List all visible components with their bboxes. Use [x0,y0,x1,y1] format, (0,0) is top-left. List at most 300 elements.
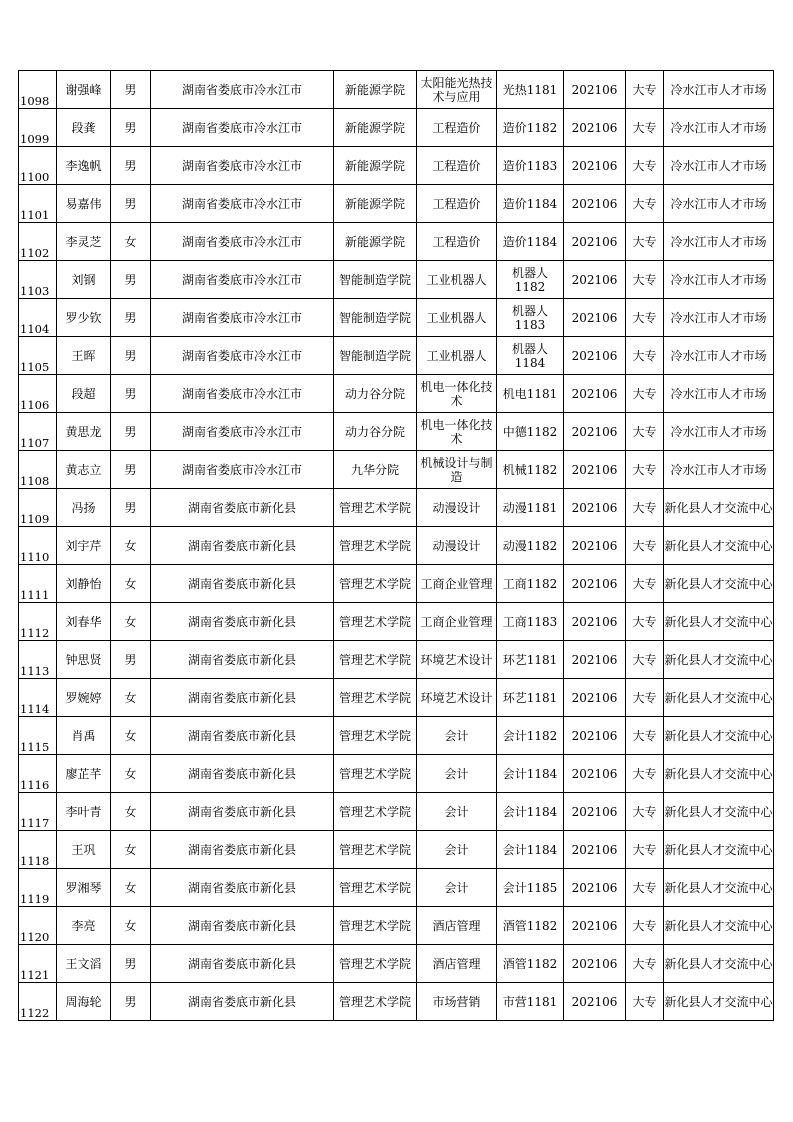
class-cell: 会计1184 [497,755,564,793]
major-cell: 机械设计与制造 [417,451,497,489]
college-cell: 管理艺术学院 [334,907,417,945]
graduate-roster-table [18,70,774,1021]
major-cell: 环境艺术设计 [417,679,497,717]
college-cell: 动力谷分院 [334,413,417,451]
row-number-cell [19,71,57,109]
origin-cell: 湖南省娄底市新化县 [151,489,334,527]
student-name-cell: 李逸帆 [57,147,111,185]
college-cell: 管理艺术学院 [334,755,417,793]
graduation-date-cell: 202106 [564,565,626,603]
row-number: 1099 [20,132,50,146]
gender-cell: 男 [111,945,151,983]
table-row [19,679,774,717]
graduation-date-cell: 202106 [564,527,626,565]
row-number: 1113 [20,664,50,678]
file-destination-cell: 新化县人才交流中心 [664,565,774,603]
college-cell: 管理艺术学院 [334,869,417,907]
table-row [19,983,774,1021]
major-cell: 工程造价 [417,223,497,261]
gender-cell: 女 [111,603,151,641]
education-level-cell: 大专 [626,945,664,983]
graduation-date-cell: 202106 [564,983,626,1021]
graduation-date-cell: 202106 [564,71,626,109]
table-row [19,413,774,451]
college-cell: 管理艺术学院 [334,679,417,717]
row-number-cell [19,299,57,337]
student-name-cell: 罗婉婷 [57,679,111,717]
file-destination-cell: 冷水江市人才市场 [664,413,774,451]
student-name-cell: 刘春华 [57,603,111,641]
graduation-date-cell: 202106 [564,907,626,945]
row-number: 1122 [20,1006,50,1020]
major-cell: 环境艺术设计 [417,641,497,679]
class-cell: 会计1184 [497,793,564,831]
origin-cell: 湖南省娄底市冷水江市 [151,375,334,413]
class-cell: 动漫1182 [497,527,564,565]
gender-cell: 女 [111,565,151,603]
file-destination-cell: 冷水江市人才市场 [664,261,774,299]
education-level-cell: 大专 [626,185,664,223]
row-number: 1121 [20,968,50,982]
origin-cell: 湖南省娄底市新化县 [151,945,334,983]
gender-cell: 男 [111,299,151,337]
file-destination-cell: 新化县人才交流中心 [664,679,774,717]
file-destination-cell: 冷水江市人才市场 [664,375,774,413]
college-cell: 智能制造学院 [334,299,417,337]
row-number-cell [19,945,57,983]
college-cell: 九华分院 [334,451,417,489]
college-cell: 新能源学院 [334,71,417,109]
origin-cell: 湖南省娄底市新化县 [151,527,334,565]
class-cell: 会计1184 [497,831,564,869]
class-cell: 工商1183 [497,603,564,641]
origin-cell: 湖南省娄底市冷水江市 [151,337,334,375]
file-destination-cell: 新化县人才交流中心 [664,831,774,869]
college-cell: 管理艺术学院 [334,945,417,983]
class-cell: 动漫1181 [497,489,564,527]
file-destination-cell: 新化县人才交流中心 [664,527,774,565]
gender-cell: 女 [111,717,151,755]
file-destination-cell: 新化县人才交流中心 [664,945,774,983]
student-name-cell: 廖芷芊 [57,755,111,793]
row-number-cell [19,489,57,527]
origin-cell: 湖南省娄底市冷水江市 [151,223,334,261]
gender-cell: 女 [111,831,151,869]
origin-cell: 湖南省娄底市新化县 [151,717,334,755]
file-destination-cell: 冷水江市人才市场 [664,337,774,375]
origin-cell: 湖南省娄底市新化县 [151,907,334,945]
student-name-cell: 刘钢 [57,261,111,299]
class-cell: 造价1184 [497,185,564,223]
college-cell: 管理艺术学院 [334,603,417,641]
education-level-cell: 大专 [626,679,664,717]
education-level-cell: 大专 [626,793,664,831]
college-cell: 新能源学院 [334,185,417,223]
major-cell: 工商企业管理 [417,565,497,603]
row-number: 1102 [20,246,50,260]
student-name-cell: 钟思贤 [57,641,111,679]
major-cell: 工程造价 [417,109,497,147]
college-cell: 管理艺术学院 [334,527,417,565]
origin-cell: 湖南省娄底市新化县 [151,565,334,603]
college-cell: 智能制造学院 [334,337,417,375]
origin-cell: 湖南省娄底市新化县 [151,679,334,717]
row-number-cell [19,907,57,945]
file-destination-cell: 新化县人才交流中心 [664,793,774,831]
table-row [19,717,774,755]
row-number: 1112 [20,626,50,640]
graduation-date-cell: 202106 [564,679,626,717]
education-level-cell: 大专 [626,869,664,907]
education-level-cell: 大专 [626,451,664,489]
gender-cell: 男 [111,375,151,413]
file-destination-cell: 冷水江市人才市场 [664,71,774,109]
education-level-cell: 大专 [626,223,664,261]
row-number: 1116 [20,778,50,792]
row-number: 1118 [20,854,50,868]
gender-cell: 男 [111,147,151,185]
row-number: 1107 [20,436,50,450]
file-destination-cell: 冷水江市人才市场 [664,147,774,185]
row-number-cell [19,641,57,679]
graduation-date-cell: 202106 [564,375,626,413]
major-cell: 动漫设计 [417,527,497,565]
student-name-cell: 刘静怡 [57,565,111,603]
row-number-cell [19,261,57,299]
gender-cell: 男 [111,337,151,375]
file-destination-cell: 新化县人才交流中心 [664,641,774,679]
table-row [19,793,774,831]
table-row [19,375,774,413]
major-cell: 工程造价 [417,185,497,223]
student-name-cell: 李叶青 [57,793,111,831]
table-row [19,527,774,565]
file-destination-cell: 冷水江市人才市场 [664,109,774,147]
student-name-cell: 冯扬 [57,489,111,527]
major-cell: 会计 [417,793,497,831]
table-row [19,603,774,641]
file-destination-cell: 新化县人才交流中心 [664,603,774,641]
student-name-cell: 易嘉伟 [57,185,111,223]
graduation-date-cell: 202106 [564,945,626,983]
education-level-cell: 大专 [626,147,664,185]
student-name-cell: 王晖 [57,337,111,375]
origin-cell: 湖南省娄底市冷水江市 [151,71,334,109]
table-row [19,869,774,907]
class-cell: 环艺1181 [497,679,564,717]
college-cell: 新能源学院 [334,147,417,185]
row-number: 1100 [20,170,50,184]
table-row [19,109,774,147]
row-number-cell [19,109,57,147]
graduation-date-cell: 202106 [564,109,626,147]
class-cell: 光热1181 [497,71,564,109]
table-row [19,489,774,527]
student-name-cell: 罗湘琴 [57,869,111,907]
origin-cell: 湖南省娄底市新化县 [151,869,334,907]
file-destination-cell: 新化县人才交流中心 [664,869,774,907]
class-cell: 机器人1184 [497,337,564,375]
gender-cell: 女 [111,793,151,831]
origin-cell: 湖南省娄底市冷水江市 [151,299,334,337]
class-cell: 造价1184 [497,223,564,261]
table-row [19,147,774,185]
education-level-cell: 大专 [626,109,664,147]
row-number: 1103 [20,284,50,298]
row-number: 1106 [20,398,50,412]
row-number-cell [19,375,57,413]
class-cell: 机器人1183 [497,299,564,337]
education-level-cell: 大专 [626,299,664,337]
student-name-cell: 刘宇芹 [57,527,111,565]
class-cell: 造价1182 [497,109,564,147]
major-cell: 工业机器人 [417,299,497,337]
gender-cell: 男 [111,261,151,299]
table-row [19,337,774,375]
origin-cell: 湖南省娄底市新化县 [151,603,334,641]
class-cell: 机械1182 [497,451,564,489]
origin-cell: 湖南省娄底市新化县 [151,793,334,831]
class-cell: 造价1183 [497,147,564,185]
class-cell: 中德1182 [497,413,564,451]
roster-body [19,71,774,1021]
graduation-date-cell: 202106 [564,261,626,299]
row-number: 1114 [20,702,50,716]
gender-cell: 男 [111,109,151,147]
major-cell: 会计 [417,831,497,869]
major-cell: 工程造价 [417,147,497,185]
file-destination-cell: 冷水江市人才市场 [664,451,774,489]
file-destination-cell: 新化县人才交流中心 [664,907,774,945]
student-name-cell: 周海轮 [57,983,111,1021]
student-name-cell: 肖禹 [57,717,111,755]
college-cell: 管理艺术学院 [334,717,417,755]
row-number-cell [19,413,57,451]
row-number: 1098 [20,94,50,108]
origin-cell: 湖南省娄底市冷水江市 [151,413,334,451]
college-cell: 管理艺术学院 [334,793,417,831]
origin-cell: 湖南省娄底市新化县 [151,641,334,679]
gender-cell: 女 [111,527,151,565]
row-number-cell [19,831,57,869]
file-destination-cell: 冷水江市人才市场 [664,223,774,261]
student-name-cell: 段超 [57,375,111,413]
origin-cell: 湖南省娄底市新化县 [151,831,334,869]
origin-cell: 湖南省娄底市冷水江市 [151,451,334,489]
class-cell: 环艺1181 [497,641,564,679]
major-cell: 工商企业管理 [417,603,497,641]
graduation-date-cell: 202106 [564,147,626,185]
gender-cell: 女 [111,223,151,261]
education-level-cell: 大专 [626,831,664,869]
college-cell: 管理艺术学院 [334,489,417,527]
file-destination-cell: 新化县人才交流中心 [664,717,774,755]
college-cell: 新能源学院 [334,223,417,261]
major-cell: 机电一体化技术 [417,413,497,451]
row-number: 1104 [20,322,50,336]
row-number: 1117 [20,816,50,830]
major-cell: 会计 [417,869,497,907]
education-level-cell: 大专 [626,717,664,755]
major-cell: 动漫设计 [417,489,497,527]
gender-cell: 男 [111,71,151,109]
origin-cell: 湖南省娄底市新化县 [151,983,334,1021]
row-number-cell [19,983,57,1021]
table-row [19,223,774,261]
major-cell: 会计 [417,717,497,755]
gender-cell: 男 [111,641,151,679]
student-name-cell: 李亮 [57,907,111,945]
student-name-cell: 罗少钦 [57,299,111,337]
major-cell: 太阳能光热技术与应用 [417,71,497,109]
row-number: 1108 [20,474,50,488]
gender-cell: 女 [111,869,151,907]
college-cell: 管理艺术学院 [334,565,417,603]
gender-cell: 男 [111,451,151,489]
file-destination-cell: 冷水江市人才市场 [664,299,774,337]
student-name-cell: 王文滔 [57,945,111,983]
row-number: 1115 [20,740,50,754]
major-cell: 工业机器人 [417,337,497,375]
class-cell: 酒管1182 [497,945,564,983]
row-number-cell [19,147,57,185]
student-name-cell: 谢强峰 [57,71,111,109]
row-number-cell [19,679,57,717]
graduation-date-cell: 202106 [564,603,626,641]
table-row [19,71,774,109]
gender-cell: 男 [111,489,151,527]
education-level-cell: 大专 [626,641,664,679]
class-cell: 机器人1182 [497,261,564,299]
student-name-cell: 黄思龙 [57,413,111,451]
education-level-cell: 大专 [626,527,664,565]
college-cell: 管理艺术学院 [334,831,417,869]
row-number-cell [19,603,57,641]
row-number: 1105 [20,360,50,374]
major-cell: 酒店管理 [417,945,497,983]
student-name-cell: 王巩 [57,831,111,869]
college-cell: 管理艺术学院 [334,983,417,1021]
class-cell: 市营1181 [497,983,564,1021]
class-cell: 机电1181 [497,375,564,413]
graduation-date-cell: 202106 [564,793,626,831]
major-cell: 机电一体化技术 [417,375,497,413]
origin-cell: 湖南省娄底市新化县 [151,755,334,793]
education-level-cell: 大专 [626,413,664,451]
student-name-cell: 段龚 [57,109,111,147]
education-level-cell: 大专 [626,375,664,413]
education-level-cell: 大专 [626,337,664,375]
education-level-cell: 大专 [626,71,664,109]
graduation-date-cell: 202106 [564,641,626,679]
college-cell: 管理艺术学院 [334,641,417,679]
row-number: 1111 [20,588,50,602]
table-row [19,261,774,299]
graduation-date-cell: 202106 [564,869,626,907]
file-destination-cell: 新化县人才交流中心 [664,983,774,1021]
file-destination-cell: 新化县人才交流中心 [664,755,774,793]
class-cell: 酒管1182 [497,907,564,945]
gender-cell: 男 [111,185,151,223]
table-row [19,831,774,869]
graduation-date-cell: 202106 [564,755,626,793]
major-cell: 工业机器人 [417,261,497,299]
education-level-cell: 大专 [626,565,664,603]
table-row [19,299,774,337]
graduation-date-cell: 202106 [564,299,626,337]
education-level-cell: 大专 [626,261,664,299]
major-cell: 市场营销 [417,983,497,1021]
student-name-cell: 李灵芝 [57,223,111,261]
row-number: 1110 [20,550,50,564]
row-number-cell [19,337,57,375]
row-number: 1109 [20,512,50,526]
row-number-cell [19,527,57,565]
gender-cell: 男 [111,983,151,1021]
origin-cell: 湖南省娄底市冷水江市 [151,109,334,147]
student-name-cell: 黄志立 [57,451,111,489]
origin-cell: 湖南省娄底市冷水江市 [151,261,334,299]
row-number: 1101 [20,208,50,222]
row-number-cell [19,223,57,261]
table-row [19,185,774,223]
table-row [19,451,774,489]
education-level-cell: 大专 [626,489,664,527]
row-number-cell [19,869,57,907]
graduation-date-cell: 202106 [564,337,626,375]
row-number-cell [19,793,57,831]
college-cell: 智能制造学院 [334,261,417,299]
row-number: 1120 [20,930,50,944]
graduation-date-cell: 202106 [564,451,626,489]
education-level-cell: 大专 [626,603,664,641]
education-level-cell: 大专 [626,755,664,793]
row-number-cell [19,451,57,489]
origin-cell: 湖南省娄底市冷水江市 [151,185,334,223]
college-cell: 新能源学院 [334,109,417,147]
row-number-cell [19,717,57,755]
gender-cell: 女 [111,907,151,945]
class-cell: 会计1185 [497,869,564,907]
table-row [19,565,774,603]
table-row [19,945,774,983]
graduation-date-cell: 202106 [564,717,626,755]
origin-cell: 湖南省娄底市冷水江市 [151,147,334,185]
education-level-cell: 大专 [626,907,664,945]
table-row [19,641,774,679]
gender-cell: 女 [111,755,151,793]
row-number: 1119 [20,892,50,906]
graduation-date-cell: 202106 [564,489,626,527]
file-destination-cell: 新化县人才交流中心 [664,489,774,527]
gender-cell: 女 [111,679,151,717]
graduation-date-cell: 202106 [564,413,626,451]
row-number-cell [19,755,57,793]
file-destination-cell: 冷水江市人才市场 [664,185,774,223]
major-cell: 会计 [417,755,497,793]
graduation-date-cell: 202106 [564,185,626,223]
education-level-cell: 大专 [626,983,664,1021]
major-cell: 酒店管理 [417,907,497,945]
row-number-cell [19,185,57,223]
graduation-date-cell: 202106 [564,831,626,869]
graduation-date-cell: 202106 [564,223,626,261]
class-cell: 工商1182 [497,565,564,603]
gender-cell: 男 [111,413,151,451]
table-row [19,755,774,793]
row-number-cell [19,565,57,603]
class-cell: 会计1182 [497,717,564,755]
